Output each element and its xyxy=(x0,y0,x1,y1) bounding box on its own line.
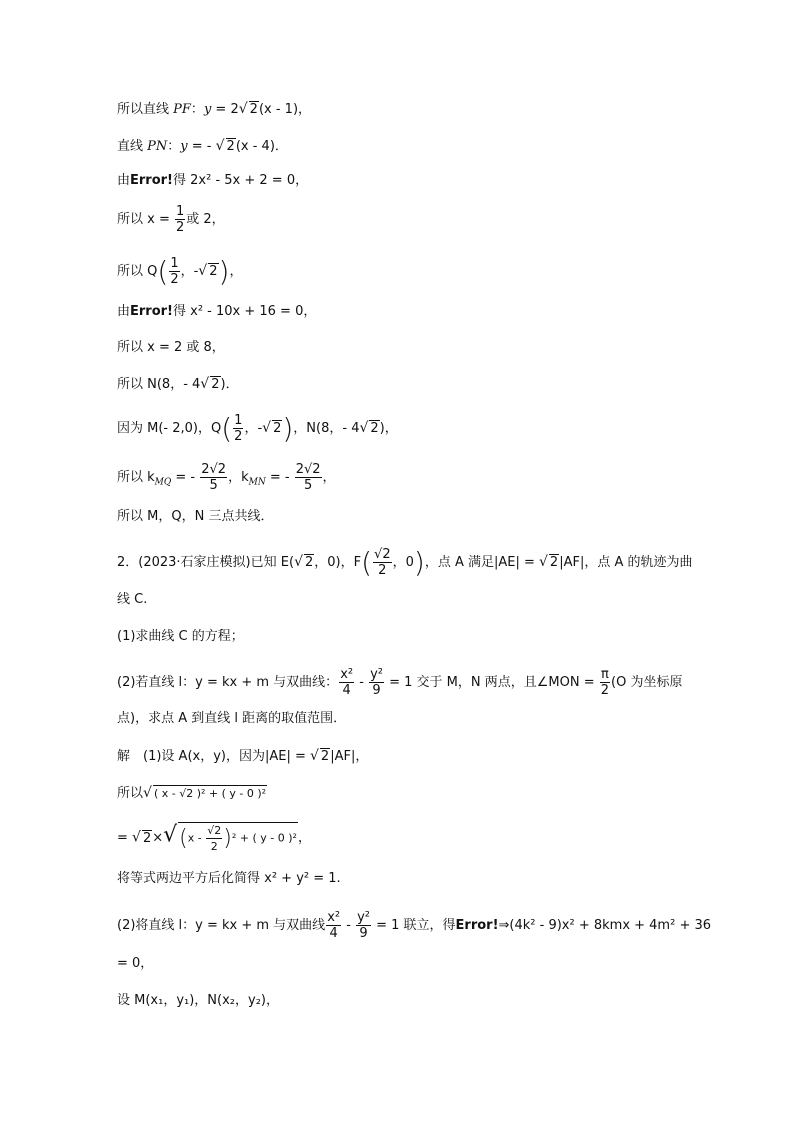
text: x² xyxy=(340,667,354,682)
text: )． xyxy=(220,377,239,392)
line-x1 xyxy=(117,204,225,235)
fraction xyxy=(339,667,354,698)
problem-2-line-2 xyxy=(117,591,147,609)
text: ，0 xyxy=(392,555,414,570)
line-sys2 xyxy=(117,303,316,321)
text: = - xyxy=(265,470,294,485)
text: √2 xyxy=(374,547,391,562)
solution-7 xyxy=(117,992,279,1010)
text: = 1 联立，得 xyxy=(371,918,456,933)
problem-2-line-1: 2．(2023·石家庄模拟)已知 E(√ 2，0)，F( $\frac{√2}{2}$ ，0)，点 A 满足|AE| = √ 2|AF|，点 A 的轨迹为曲 xyxy=(117,545,693,579)
text: PN xyxy=(147,139,168,154)
fraction xyxy=(600,667,610,698)
text: 2 xyxy=(273,421,282,436)
text: 2√2 xyxy=(295,462,321,477)
text: 2 xyxy=(226,139,235,154)
text: 直线 xyxy=(117,139,148,154)
text: 所以直线 xyxy=(117,102,174,117)
text: ，点 A 满足|AE| = xyxy=(424,555,539,570)
text: y² xyxy=(357,910,370,925)
text: 由 xyxy=(117,173,131,188)
text: × xyxy=(152,830,164,846)
text: 1 xyxy=(234,413,243,428)
line-n: 所以 N(8，- 4√ 2)． xyxy=(117,376,239,392)
error-text: Error! xyxy=(455,918,499,933)
text: π xyxy=(600,667,609,682)
text: (O 为坐标原 xyxy=(611,675,683,690)
text: = xyxy=(117,830,133,846)
text: 1 xyxy=(170,256,179,271)
text: 2 xyxy=(378,563,387,578)
text: 2 xyxy=(142,830,152,846)
text: MQ xyxy=(154,477,172,488)
text: 将等式两边平方后化简得 x² + y² = 1. xyxy=(117,871,341,886)
fraction xyxy=(169,256,179,287)
error-text: Error! xyxy=(130,304,173,319)
text: y xyxy=(203,102,212,117)
text: (x - 4)． xyxy=(235,139,288,154)
text: 所以 x = 2 或 8， xyxy=(117,340,225,355)
text: = 1 交于 M，N 两点，且∠MON = xyxy=(384,675,599,690)
text: ， xyxy=(297,830,311,846)
text: 得 x² - 10x + 16 = 0， xyxy=(173,304,317,319)
line-pn: 直线 PN：y = - √ 2(x - 4)． xyxy=(117,138,288,154)
text: |AF|， xyxy=(330,749,369,764)
text: 所以 M，Q，N 三点共线． xyxy=(117,509,274,524)
text: 所以 N(8，- 4 xyxy=(117,377,201,392)
text: 2 xyxy=(370,421,379,436)
solution-2: 所以√ ( x - √2 )² + ( y - 0 )² xyxy=(117,785,267,801)
text: 2 xyxy=(234,429,243,444)
text: ，0)，F xyxy=(314,555,362,570)
text: ， xyxy=(322,470,336,485)
solution-3: = √ 2×√(x - $\frac{√2}{2}$ )² + ( y - 0 )²， xyxy=(117,822,311,853)
text: 2 xyxy=(304,555,314,570)
solution-5 xyxy=(117,910,711,941)
text: 9 xyxy=(359,926,368,941)
text: 点)，求点 A 到直线 l 距离的取值范围． xyxy=(117,711,347,726)
question-2-line-2 xyxy=(117,710,346,728)
text: 2 xyxy=(211,377,220,392)
text: y xyxy=(180,139,188,154)
line-sys1 xyxy=(117,172,308,190)
solution-6 xyxy=(117,955,153,973)
text: 2√2 xyxy=(201,462,227,477)
text: MN xyxy=(248,477,266,488)
fraction xyxy=(369,667,384,698)
text: 2 xyxy=(230,102,239,117)
fraction xyxy=(373,547,392,578)
fraction xyxy=(206,823,222,854)
line-pf: 所以直线 PF：y = 2√ 2(x - 1)， xyxy=(117,101,312,117)
text: 5 xyxy=(209,478,218,493)
text: 线 C. xyxy=(117,592,148,607)
line-points: 因为 M(- 2,0)，Q( $\frac{1}{2}$ ，-√ 2)，N(8，- 4√ 2)， xyxy=(117,411,398,445)
text: 2．(2023·石家庄模拟)已知 E( xyxy=(117,555,295,570)
text: 1 xyxy=(175,204,185,219)
text: 2 xyxy=(175,220,185,235)
line-x2 xyxy=(117,339,225,357)
line-collinear xyxy=(117,508,273,526)
fraction xyxy=(175,204,185,235)
text: 4 xyxy=(329,926,338,941)
text: PF xyxy=(173,102,191,117)
fraction xyxy=(233,413,243,444)
text: ，- xyxy=(180,264,199,279)
question-2-line-1 xyxy=(117,667,682,698)
fraction xyxy=(356,910,371,941)
fraction xyxy=(295,462,322,493)
text: 2 xyxy=(320,749,330,764)
text: y² xyxy=(370,667,383,682)
question-1 xyxy=(117,628,244,646)
text: √2 xyxy=(207,824,222,837)
text: 4 xyxy=(342,683,351,698)
fraction xyxy=(200,462,227,493)
text: 或 2， xyxy=(186,212,225,227)
text: 所以 k xyxy=(117,470,155,485)
text: 2 xyxy=(210,840,218,853)
text: (x - 1)， xyxy=(258,102,312,117)
error-text: Error! xyxy=(130,173,173,188)
text: ， xyxy=(229,264,243,279)
text: - xyxy=(355,675,369,690)
text: 5 xyxy=(303,478,313,493)
text: 所以 x = xyxy=(117,212,174,227)
text: = - xyxy=(171,470,200,485)
fraction xyxy=(326,910,341,941)
text: 由 xyxy=(117,304,131,319)
line-slopes xyxy=(117,462,336,493)
text: (2)若直线 l：y = kx + m 与双曲线： xyxy=(117,675,339,690)
text: ⇒(4k² - 9)x² + 8kmx + 4m² + 36 xyxy=(498,918,712,933)
text: = 0， xyxy=(117,956,154,971)
text: (1)求曲线 C 的方程； xyxy=(117,629,244,644)
text: x - xyxy=(187,831,206,845)
text: |AF|，点 A 的轨迹为曲 xyxy=(559,555,693,570)
text: (2)将直线 l：y = kx + m 与双曲线 xyxy=(117,918,326,933)
solution-1: 解 (1)设 A(x，y)，因为|AE| = √ 2|AF|， xyxy=(117,748,369,764)
text: ，- xyxy=(244,421,263,436)
text: 得 2x² - 5x + 2 = 0， xyxy=(173,173,309,188)
text: ² + ( y - 0 )² xyxy=(231,831,297,845)
text: 因为 M(- 2,0)，Q xyxy=(117,421,222,436)
text: 设 M(x₁，y₁)，N(x₂，y₂)， xyxy=(117,993,279,1008)
text: 2 xyxy=(170,272,179,287)
text: 2 xyxy=(209,264,218,279)
text: 2 xyxy=(249,102,258,117)
text: ( x - √2 )² + ( y - 0 )² xyxy=(153,787,267,800)
text: x² xyxy=(327,910,341,925)
text: 2 xyxy=(600,683,610,698)
text: 9 xyxy=(372,683,381,698)
text: 所以 xyxy=(117,786,144,801)
text: ，k xyxy=(228,470,249,485)
text: - xyxy=(342,918,356,933)
line-q: 所以 Q( $\frac{1}{2}$ ，-√ 2)， xyxy=(117,254,243,288)
text: 解 (1)设 A(x，y)，因为|AE| = xyxy=(117,749,310,764)
solution-4 xyxy=(117,870,341,888)
text: ，N(8，- 4 xyxy=(293,421,360,436)
text: 所以 Q xyxy=(117,264,158,279)
text: 2 xyxy=(549,555,559,570)
text: )， xyxy=(379,421,398,436)
